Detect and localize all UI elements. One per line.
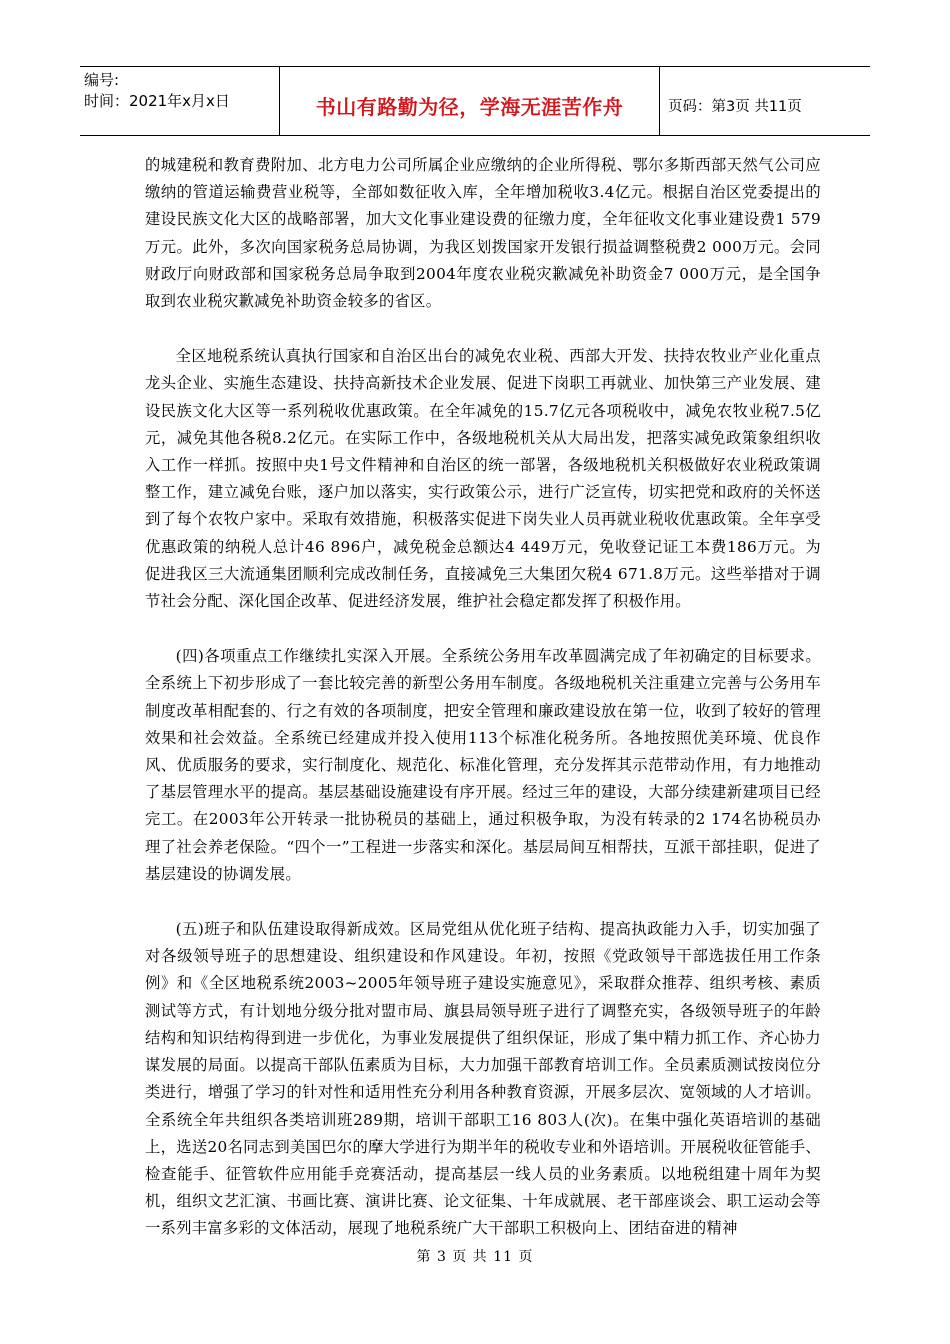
body-paragraph-2: 全区地税系统认真执行国家和自治区出台的减免农业税、西部大开发、扶持农牧业产业化重点龙头企业、实施生态建设、扶持高新技术企业发展、促进下岗职工再就业、加快第三产业发展、建设民族文化大区等一系列税收优惠政策。在全年减免的15.7亿元各项税收中，减免农牧业税7.5亿元，减免其他各税8.2亿元。在实际工作中，各级地税机关从大局出发，把落实减免政策象组织收入工作一样抓。按照中央1号文件精神和自治区的统一部署，各级地税机关积极做好农业税政策调整工作，建立减免台账，逐户加以落实，实行政策公示，进行广泛宣传，切实把党和政府的关怀送到了每个农牧户家中。采取有效措施，积极落实促进下岗失业人员再就业税收优惠政策。全年享受优惠政策的纳税人总计46 896户，减免税金总额达4 449万元，免收登记证工本费186万元。为促进我区三大流通集团顺利完成改制任务，直接减免三大集团欠税4 671.8万元。这些举措对于调节社会分配、深化国企改革、促进经济发展，维护社会稳定都发挥了积极作用。: [145, 347, 821, 611]
document-number-label: 编号:: [84, 71, 120, 89]
page-header: [80, 66, 870, 136]
header-page-info: 页码：第3页 共11页: [668, 98, 802, 115]
header-meta: [80, 67, 280, 135]
page-footer: 第 3 页 共 11 页: [416, 1249, 534, 1265]
document-time-label: 时间：2021年x月x日: [84, 92, 230, 110]
document-body: [145, 152, 821, 1271]
body-paragraph-3: (四)各项重点工作继续扎实深入开展。全系统公务用车改革圆满完成了年初确定的目标要求。全系统上下初步形成了一套比较完善的新型公务用车制度。各级地税机关注重建立完善与公务用车制度改革相配套的、行之有效的各项制度，把安全管理和廉政建设放在第一位，收到了较好的管理效果和社会效益。全系统已经建成并投入使用113个标准化税务所。各地按照优美环境、优良作风、优质服务的要求，实行制度化、规范化、标准化管理，充分发挥其示范带动作用，有力地推动了基层管理水平的提高。基层基础设施建设有序开展。经过三年的建设，大部分续建新建项目已经完工。在2003年公开转录一批协税员的基础上，通过积极争取，为没有转录的2 174名协税员办理了社会养老保险。“四个一”工程进一步落实和深化。基层局间互相帮扶，互派干部挂职，促进了基层建设的协调发展。: [145, 647, 821, 883]
header-motto: 书山有路勤为径，学海无涯苦作舟: [280, 67, 660, 135]
body-paragraph-4: (五)班子和队伍建设取得新成效。区局党组从优化班子结构、提高执政能力入手，切实加强了对各级领导班子的思想建设、组织建设和作风建设。年初，按照《党政领导干部选拔任用工作条例》和《全区地税系统2003~2005年领导班子建设实施意见》，采取群众推荐、组织考核、素质测试等方式，有计划地分级分批对盟市局、旗县局领导班子进行了调整充实，各级领导班子的年龄结构和知识结构得到进一步优化，为事业发展提供了组织保证，形成了集中精力抓工作、齐心协力谋发展的局面。以提高干部队伍素质为目标，大力加强干部教育培训工作。全员素质测试按岗位分类进行，增强了学习的针对性和适用性充分利用各种教育资源，开展多层次、宽领域的人才培训。全系统全年共组织各类培训班289期，培训干部职工16 803人(次)。在集中强化英语培训的基础上，选送20名同志到美国巴尔的摩大学进行为期半年的税收专业和外语培训。开展税收征管能手、检查能手、征管软件应用能手竞赛活动，提高基层一线人员的业务素质。以地税组建十周年为契机，组织文艺汇演、书画比赛、演讲比赛、论文征集、十年成就展、老干部座谈会、职工运动会等一系列丰富多彩的文体活动，展现了地税系统广大干部职工积极向上、团结奋进的精神: [145, 920, 821, 1238]
body-paragraph-1: 的城建税和教育费附加、北方电力公司所属企业应缴纳的企业所得税、鄂尔多斯西部天然气公司应缴纳的管道运输费营业税等，全部如数征收入库，全年增加税收3.4亿元。根据自治区党委提出的建设民族文化大区的战略部署，加大文化事业建设费的征缴力度，全年征收文化事业建设费1 579万元。此外，多次向国家税务总局协调，为我区划拨国家开发银行损益调整税费2 000万元。会同财政厅向财政部和国家税务总局争取到2004年度农业税灾歉减免补助资金7 000万元，是全国争取到农业税灾歉减免补助资金较多的省区。: [145, 156, 821, 311]
